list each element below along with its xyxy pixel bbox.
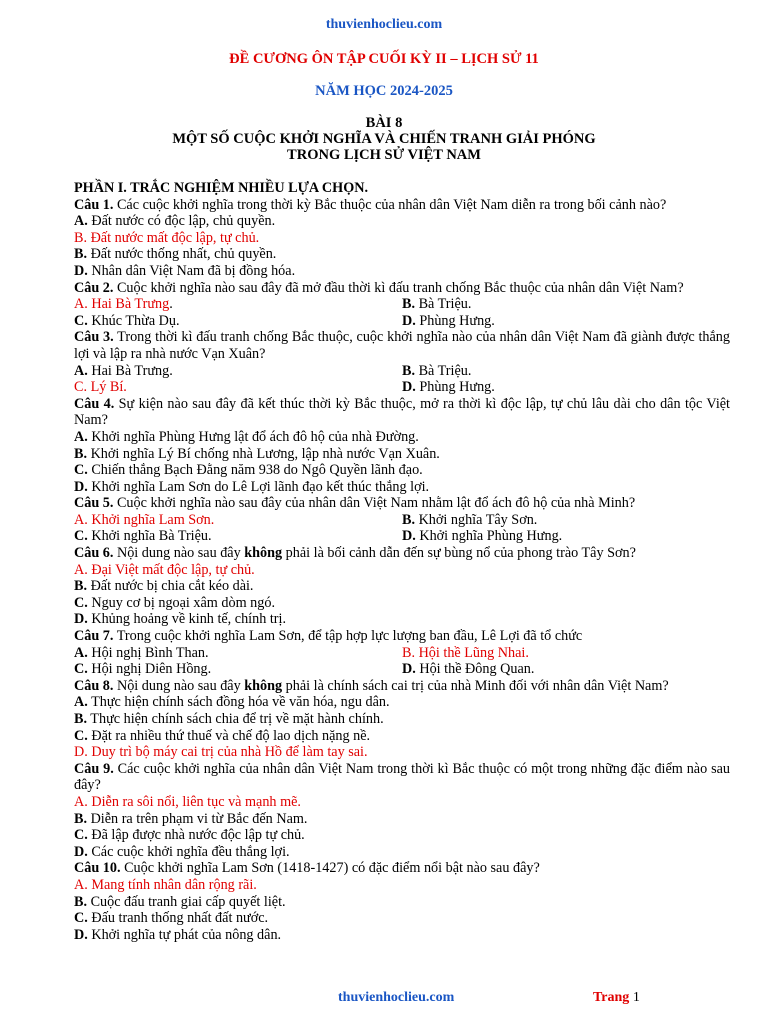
question-text-emphasis: không <box>244 545 283 562</box>
option-text: Bà Triệu. <box>415 296 472 313</box>
option-a <box>74 213 730 230</box>
option-text: Khúc Thừa Dụ. <box>87 312 180 329</box>
option-b <box>402 363 730 380</box>
option-key: A. <box>74 511 88 528</box>
option-key: B. <box>74 810 88 827</box>
option-text: Khởi nghĩa Bà Triệu. <box>87 528 212 545</box>
question-label: Câu 7. <box>74 628 114 645</box>
question-7 <box>74 628 730 645</box>
option-d <box>74 927 730 944</box>
option-text: Cuộc đấu tranh giai cấp quyết liệt. <box>87 893 286 910</box>
question-label: Câu 3. <box>74 329 114 346</box>
option-text: Đất nước mất độc lập, tự chủ. <box>87 229 260 246</box>
site-header-link[interactable]: thuvienhoclieu.com <box>325 17 443 32</box>
option-key: C. <box>74 661 88 678</box>
option-c <box>74 313 402 330</box>
question-4 <box>74 396 730 429</box>
lesson-title-line-2: TRONG LỊCH SỬ VIỆT NAM <box>287 147 481 163</box>
question-text-pre: Nội dung nào sau đây <box>113 677 245 694</box>
option-row <box>74 645 730 662</box>
document-title: ĐỀ CƯƠNG ÔN TẬP CUỐI KỲ II – LỊCH SỬ 11 <box>229 51 539 67</box>
option-c <box>74 728 730 745</box>
option-key: C. <box>74 528 88 545</box>
question-5 <box>74 495 730 512</box>
option-key: D. <box>74 744 88 761</box>
option-text: Hội thề Đông Quan. <box>415 661 535 678</box>
option-key: B. <box>74 711 88 727</box>
option-d <box>74 263 730 280</box>
option-d <box>402 379 730 396</box>
option-text: Đất nước có độc lập, chủ quyền. <box>87 213 276 230</box>
option-text: Khởi nghĩa Lam Sơn. <box>87 511 215 528</box>
page-number-indicator <box>593 990 640 1006</box>
question-label: Câu 9. <box>74 760 114 777</box>
option-c <box>74 462 730 479</box>
option-b <box>74 578 730 595</box>
site-footer-link[interactable]: thuvienhoclieu.com <box>338 990 455 1005</box>
option-key: B. <box>402 362 416 379</box>
option-d <box>402 528 730 545</box>
option-text: Hai Bà Trưng. <box>87 362 173 379</box>
option-text: Thực hiện chính sách đồng hóa về văn hóa, ngu dân. <box>87 694 390 711</box>
question-text-emphasis: không <box>244 677 283 694</box>
option-key: B. <box>74 246 88 263</box>
option-row <box>74 379 730 396</box>
option-key: A. <box>74 213 88 230</box>
option-row <box>74 512 730 529</box>
option-c <box>74 528 402 545</box>
question-label: Câu 4. <box>74 395 115 412</box>
option-text: Hội nghị Bình Than. <box>87 644 209 661</box>
option-text: Khởi nghĩa Phùng Hưng. <box>415 528 563 545</box>
option-key: B. <box>402 296 416 313</box>
page-number: 1 <box>632 990 640 1005</box>
option-key: A. <box>74 644 88 661</box>
option-text: Khởi nghĩa Phùng Hưng lật đổ ách đô hộ của nhà Đường. <box>87 428 419 445</box>
option-b <box>74 246 730 263</box>
option-key: B. <box>402 644 416 661</box>
option-text: Hội thề Lũng Nhai. <box>415 644 529 661</box>
option-text: Phùng Hưng. <box>415 312 495 329</box>
option-d-correct <box>74 744 730 761</box>
question-10 <box>74 860 730 877</box>
option-row <box>74 363 730 380</box>
school-year: NĂM HỌC 2024-2025 <box>315 83 453 99</box>
question-label: Câu 1. <box>74 196 114 213</box>
option-a <box>74 694 730 711</box>
option-key: C. <box>74 910 88 927</box>
option-text: Khởi nghĩa Tây Sơn. <box>415 511 538 528</box>
option-text: Đại Việt mất độc lập, tự chủ. <box>87 561 255 578</box>
option-key: A. <box>74 793 88 810</box>
option-c <box>74 595 730 612</box>
option-b <box>74 711 730 728</box>
option-row <box>74 661 730 678</box>
option-text: Đặt ra nhiều thứ thuế và chế độ lao dịch nặng nề. <box>87 727 371 744</box>
option-text: Hai Bà Trưng <box>87 296 170 313</box>
option-text: Chiến thắng Bạch Đằng năm 938 do Ngô Quyền lãnh đạo. <box>87 462 423 479</box>
option-d <box>74 611 730 628</box>
question-text: Các cuộc khởi nghĩa trong thời kỳ Bắc thuộc của nhân dân Việt Nam diễn ra trong bối cảnh nào? <box>113 196 667 213</box>
option-c <box>74 661 402 678</box>
lesson-number: BÀI 8 <box>365 115 403 131</box>
option-key: D. <box>402 312 416 329</box>
option-key: D. <box>74 843 88 860</box>
question-3 <box>74 329 730 362</box>
question-text-pre: Nội dung nào sau đây <box>113 545 245 562</box>
question-text: Cuộc khởi nghĩa nào sau đây của nhân dân Việt Nam nhằm lật đổ ách đô hộ của nhà Minh? <box>113 495 636 512</box>
option-key: D. <box>402 661 416 678</box>
option-c <box>74 827 730 844</box>
option-text: Đất nước bị chia cắt kéo dài. <box>87 578 254 595</box>
option-text: Mang tính nhân dân rộng rãi. <box>87 876 257 893</box>
question-text: Trong cuộc khởi nghĩa Lam Sơn, để tập hợp lực lượng ban đầu, Lê Lợi đã tổ chức <box>113 628 583 645</box>
option-text: Khởi nghĩa tự phát của nông dân. <box>87 926 282 943</box>
option-a-correct <box>74 512 402 529</box>
option-text: Diễn ra trên phạm vi từ Bắc đến Nam. <box>87 810 308 827</box>
option-key: C. <box>74 727 88 744</box>
question-text: Trong thời kì đấu tranh chống Bắc thuộc, cuộc khởi nghĩa nào của nhân dân Việt Nam đã giành được thắng lợi và lập ra nhà nước Vạn Xuân? <box>74 329 730 362</box>
option-key: C. <box>74 312 88 329</box>
option-text: Khủng hoảng về kinh tế, chính trị. <box>87 611 286 628</box>
option-key: C. <box>74 379 88 396</box>
option-b <box>74 446 730 463</box>
option-text: Nhân dân Việt Nam đã bị đồng hóa. <box>87 262 296 279</box>
option-key: B. <box>74 893 88 910</box>
option-text: Các cuộc khởi nghĩa đều thắng lợi. <box>87 843 290 860</box>
option-b <box>402 512 730 529</box>
option-text: Duy trì bộ máy cai trị của nhà Hồ để làm tay sai. <box>87 744 368 761</box>
option-a-correct <box>74 794 730 811</box>
option-tail: . <box>169 296 173 313</box>
option-key: D. <box>74 926 88 943</box>
option-row <box>74 296 730 313</box>
question-text: Cuộc khởi nghĩa Lam Sơn (1418-1427) có đặc điểm nổi bật nào sau đây? <box>120 860 540 877</box>
option-key: D. <box>74 262 88 279</box>
question-text-post: phải là chính sách cai trị của nhà Minh đối với nhân dân Việt Nam? <box>282 677 669 694</box>
option-text: Khởi nghĩa Lý Bí chống nhà Lương, lập nhà nước Vạn Xuân. <box>87 445 440 462</box>
option-text: Bà Triệu. <box>415 362 472 379</box>
option-key: A. <box>74 296 88 313</box>
option-key: A. <box>74 428 88 445</box>
option-text: Diễn ra sôi nổi, liên tục và mạnh mẽ. <box>87 793 301 810</box>
question-label: Câu 10. <box>74 860 121 877</box>
section-heading: PHẦN I. TRẮC NGHIỆM NHIỀU LỰA CHỌN. <box>74 180 369 196</box>
option-d <box>402 661 730 678</box>
option-text: Đất nước thống nhất, chủ quyền. <box>87 246 277 263</box>
option-a <box>74 645 402 662</box>
option-d <box>74 844 730 861</box>
option-key: A. <box>74 362 88 379</box>
option-text: Khởi nghĩa Lam Sơn do Lê Lợi lãnh đạo kết thúc thắng lợi. <box>87 478 430 495</box>
option-key: D. <box>74 478 88 495</box>
option-row <box>74 528 730 545</box>
option-b <box>74 894 730 911</box>
option-key: D. <box>402 528 416 545</box>
question-text-post: phải là bối cảnh dẫn đến sự bùng nổ của phong trào Tây Sơn? <box>282 545 636 562</box>
question-label: Câu 2. <box>74 279 114 296</box>
option-text: Nguy cơ bị ngoại xâm dòm ngó. <box>87 594 275 611</box>
question-text: Sự kiện nào sau đây đã kết thúc thời kỳ Bắc thuộc, mở ra thời kì độc lập, tự chủ lâu dài cho dân tộc Việt Nam? <box>74 395 730 429</box>
option-text: Đã lập được nhà nước độc lập tự chủ. <box>87 827 305 844</box>
question-8 <box>74 678 730 695</box>
option-key: A. <box>74 694 88 711</box>
option-b-correct <box>402 645 730 662</box>
page-label: Trang <box>593 990 630 1005</box>
option-a-correct <box>74 877 730 894</box>
option-key: C. <box>74 462 88 479</box>
question-label: Câu 5. <box>74 495 114 512</box>
option-d <box>74 479 730 496</box>
option-a <box>74 363 402 380</box>
option-key: B. <box>74 445 88 462</box>
option-a <box>74 429 730 446</box>
option-text: Hội nghị Diên Hồng. <box>87 661 212 678</box>
option-text: Đấu tranh thống nhất đất nước. <box>87 910 269 927</box>
option-text: Lý Bí. <box>87 379 127 396</box>
option-a-correct <box>74 296 402 313</box>
option-key: B. <box>74 578 88 595</box>
option-c-correct <box>74 379 402 396</box>
option-key: A. <box>74 561 88 578</box>
option-b <box>402 296 730 313</box>
option-text: Phùng Hưng. <box>415 379 495 396</box>
question-2 <box>74 280 730 297</box>
question-1 <box>74 197 730 214</box>
question-label: Câu 6. <box>74 545 114 562</box>
option-key: D. <box>74 611 88 628</box>
option-b-correct <box>74 230 730 247</box>
option-c <box>74 910 730 927</box>
option-key: C. <box>74 827 88 844</box>
question-text: Cuộc khởi nghĩa nào sau đây đã mở đầu thời kì đấu tranh chống Bắc thuộc của nhân dân Việt Nam? <box>113 279 684 296</box>
lesson-title-line-1: MỘT SỐ CUỘC KHỞI NGHĨA VÀ CHIẾN TRANH GIẢI PHÓNG <box>172 131 596 147</box>
question-label: Câu 8. <box>74 677 114 694</box>
option-a-correct <box>74 562 730 579</box>
question-text: Các cuộc khởi nghĩa của nhân dân Việt Nam trong thời kì Bắc thuộc có một trong những đặc điểm nào sau đây? <box>74 760 730 794</box>
question-6 <box>74 545 730 562</box>
question-list <box>74 180 730 943</box>
option-key: D. <box>402 379 416 396</box>
option-key: B. <box>402 511 416 528</box>
option-d <box>402 313 730 330</box>
question-9 <box>74 761 730 794</box>
option-text: Thực hiện chính sách chia để trị về mặt hành chính. <box>87 711 384 727</box>
option-key: B. <box>74 229 88 246</box>
option-b <box>74 811 730 828</box>
option-key: C. <box>74 594 88 611</box>
option-row <box>74 313 730 330</box>
option-key: A. <box>74 876 88 893</box>
